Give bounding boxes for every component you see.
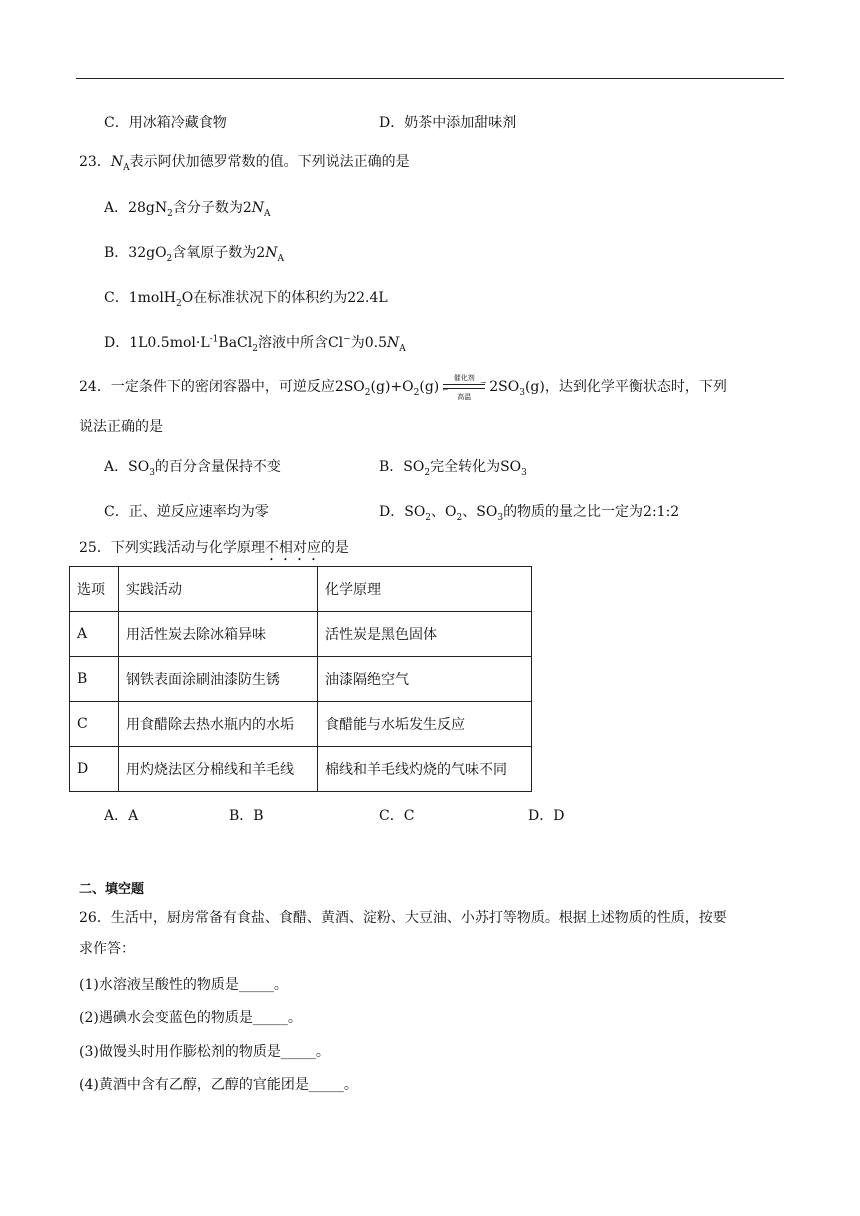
q24-option-d: D．$SO_2$、$O_2$、$SO_3$的物质的量之比一定为2:1:2 <box>379 504 680 523</box>
q23-option-b: B．$32gO_2$含氧原子数为$2N_A$ <box>104 245 284 264</box>
equilibrium-arrow-icon: 催化剂 ⇀ ↽ 高温 <box>442 374 487 401</box>
table-cell: 食醋能与水垢发生反应 <box>318 702 532 747</box>
q26-sub-4: (4)黄酒中含有乙醇，乙醇的官能团是_____。 <box>79 1077 358 1093</box>
q25-option-a: A．A <box>104 808 139 824</box>
q25-table <box>69 566 532 792</box>
q26-stem-line2: 求作答： <box>79 941 135 957</box>
table-row <box>70 657 532 702</box>
q25-stem: 25．下列实践活动与化学原理不相对应的是 <box>79 540 349 556</box>
q23-option-c: C．1molH$_2$O在标准状况下的体积约为22.4L <box>104 290 388 309</box>
q26-sub-3: (3)做馒头时用作膨松剂的物质是_____。 <box>79 1044 330 1060</box>
table-cell: D <box>70 747 119 792</box>
q26-stem-line1: 26．生活中，厨房常备有食盐、食醋、黄酒、淀粉、大豆油、小苏打等物质。根据上述物质的性质，按要 <box>79 910 727 926</box>
table-cell: 用灼烧法区分棉线和羊毛线 <box>119 747 318 792</box>
table-cell: B <box>70 657 119 702</box>
q25-option-b: B．B <box>229 808 264 824</box>
q24-stem-line2: 说法正确的是 <box>79 419 163 435</box>
q22-option-c: C．用冰箱冷藏食物 <box>104 115 227 131</box>
q22-option-d: D．奶茶中添加甜味剂 <box>379 115 517 131</box>
q24-option-a: A．$SO_3$的百分含量保持不变 <box>104 459 281 478</box>
section-title: 二、填空题 <box>79 882 145 897</box>
q26-sub-2: (2)遇碘水会变蓝色的物质是_____。 <box>79 1010 302 1026</box>
q25-option-c: C．C <box>379 808 415 824</box>
table-cell: C <box>70 702 119 747</box>
q23-option-d: D．$1L0.5mol\cdot L^{-1}BaCl_2$溶液中所含Cl−为$0.5N_A$ <box>104 334 406 354</box>
table-cell: 棉线和羊毛线灼烧的气味不同 <box>318 747 532 792</box>
table-cell: 钢铁表面涂刷油漆防生锈 <box>119 657 318 702</box>
table-row <box>70 612 532 657</box>
table-header-cell: 实践活动 <box>119 567 318 612</box>
q23-stem: 23．$N_A$表示阿伏加德罗常数的值。下列说法正确的是 <box>79 154 410 173</box>
header-rule <box>76 78 784 79</box>
q23-option-a: A．$28gN_2$含分子数为$2N_A$ <box>104 200 271 219</box>
table-header-row <box>70 567 532 612</box>
table-cell: 用食醋除去热水瓶内的水垢 <box>119 702 318 747</box>
q24-option-c: C．正、逆反应速率均为零 <box>104 504 269 520</box>
table-row <box>70 702 532 747</box>
table-row <box>70 747 532 792</box>
q24-stem-line1: 24．一定条件下的密闭容器中，可逆反应$2SO_2(g)+O_2(g)$ 催化剂 ⇀ ↽ 高温 $2SO_3(g)$，达到化学平衡状态时，下列 <box>79 374 727 401</box>
q26-sub-1: (1)水溶液呈酸性的物质是_____。 <box>79 977 288 993</box>
table-header-cell: 选项 <box>70 567 119 612</box>
table-header-cell: 化学原理 <box>318 567 532 612</box>
q25-option-d: D．D <box>528 808 565 824</box>
table-cell: 油漆隔绝空气 <box>318 657 532 702</box>
table-cell: 活性炭是黑色固体 <box>318 612 532 657</box>
q24-option-b: B．$SO_2$完全转化为$SO_3$ <box>379 459 527 478</box>
table-cell: A <box>70 612 119 657</box>
table-cell: 用活性炭去除冰箱异味 <box>119 612 318 657</box>
